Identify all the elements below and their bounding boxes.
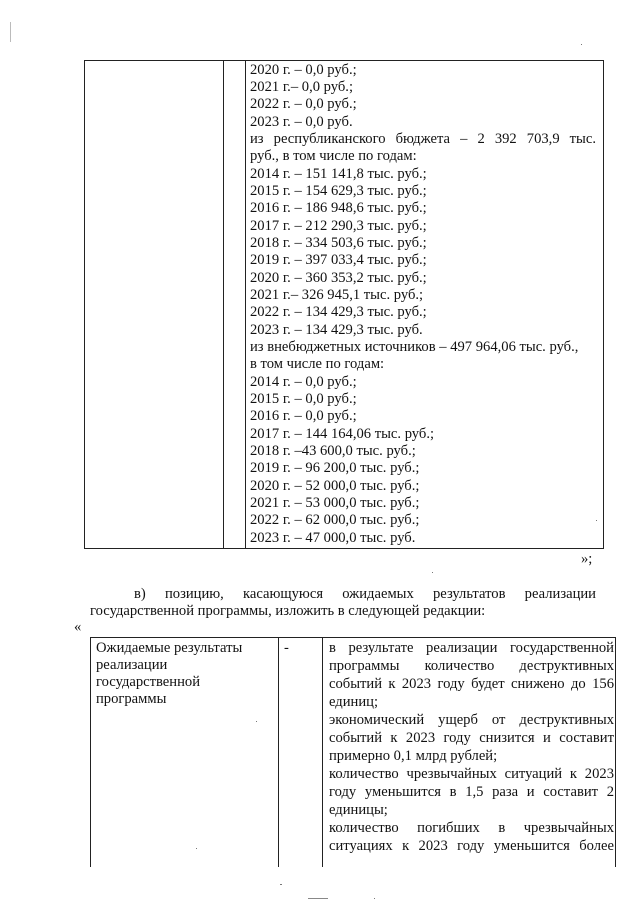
funding-line: 2020 г. – 360 353,2 тыс. руб.; (250, 270, 427, 286)
funding-line: 2018 г. – 334 503,6 тыс. руб.; (250, 235, 427, 251)
results-text-line: событий к 2023 году снизится и составит (329, 730, 614, 746)
funding-line: из республиканского бюджета – 2 392 703,9 тыс. (250, 131, 596, 147)
table1-top-border (84, 60, 604, 61)
results-label-line: программы (96, 691, 167, 707)
funding-line: 2020 г. – 52 000,0 тыс. руб.; (250, 478, 420, 494)
table2-col-divider-2 (322, 637, 323, 867)
closing-quote: »; (581, 551, 593, 567)
scan-speck (196, 848, 197, 849)
funding-line: 2023 г. – 134 429,3 тыс. руб. (250, 322, 423, 338)
funding-line: 2021 г.– 326 945,1 тыс. руб.; (250, 287, 424, 303)
funding-line: 2019 г. – 397 033,4 тыс. руб.; (250, 252, 427, 268)
funding-line: 2022 г. – 62 000,0 тыс. руб.; (250, 512, 420, 528)
results-text-line: ситуациях к 2023 году уменьшится более (329, 838, 614, 854)
paragraph-line-2: государственной программы, изложить в следующей редакции: (90, 603, 486, 619)
table1-col-divider-1 (223, 60, 224, 549)
dash-cell: - (284, 640, 289, 656)
results-label-line: Ожидаемые результаты (96, 640, 243, 656)
funding-line: 2023 г. – 47 000,0 тыс. руб. (250, 530, 416, 546)
funding-line: 2018 г. –43 600,0 тыс. руб.; (250, 443, 416, 459)
funding-line: 2017 г. – 212 290,3 тыс. руб.; (250, 218, 427, 234)
scan-speck (432, 572, 433, 573)
results-text-line: единиц; (329, 694, 379, 710)
funding-line: 2015 г. – 0,0 руб.; (250, 391, 357, 407)
funding-line: руб., в том числе по годам: (250, 148, 417, 164)
paragraph-line-1: в) позицию, касающуюся ожидаемых результатов реализации (134, 586, 596, 602)
table2-col-divider-1 (278, 637, 279, 867)
table1-left-border (84, 60, 85, 549)
funding-line: 2020 г. – 0,0 руб.; (250, 62, 357, 78)
funding-line: 2023 г. – 0,0 руб. (250, 114, 353, 130)
scan-speck (374, 898, 375, 899)
results-text-line: событий к 2023 году будет снижено до 156 (329, 676, 614, 692)
funding-line: 2017 г. – 144 164,06 тыс. руб.; (250, 426, 435, 442)
table1-right-border (603, 60, 604, 549)
table1-bottom-border (84, 548, 604, 549)
results-label-line: реализации (96, 657, 168, 673)
results-text-line: в результате реализации государственной (329, 640, 614, 656)
funding-line: 2015 г. – 154 629,3 тыс. руб.; (250, 183, 427, 199)
opening-quote: « (74, 619, 82, 635)
results-text-line: примерно 0,1 млрд рублей; (329, 748, 498, 764)
scan-smudge (308, 898, 328, 899)
results-text-line: программы количество деструктивных (329, 658, 614, 674)
funding-line: 2021 г.– 0,0 руб.; (250, 79, 353, 95)
funding-line: 2016 г. – 0,0 руб.; (250, 408, 357, 424)
funding-line: в том числе по годам: (250, 356, 385, 372)
results-text-line: количество погибших в чрезвычайных (329, 820, 614, 836)
scan-speck (596, 520, 597, 521)
results-label-line: государственной (96, 674, 201, 690)
funding-line: 2014 г. – 0,0 руб.; (250, 374, 357, 390)
funding-line: 2014 г. – 151 141,8 тыс. руб.; (250, 166, 427, 182)
table2-right-border (615, 637, 616, 867)
scan-speck (10, 22, 11, 42)
table2-top-border (90, 637, 616, 638)
scan-speck (280, 884, 282, 885)
results-text-line: единицы; (329, 802, 388, 818)
funding-line: 2019 г. – 96 200,0 тыс. руб.; (250, 460, 420, 476)
funding-line: 2022 г. – 134 429,3 тыс. руб.; (250, 304, 427, 320)
funding-line: 2022 г. – 0,0 руб.; (250, 96, 357, 112)
results-text-line: году уменьшится в 1,5 раза и составит 2 (329, 784, 614, 800)
funding-line: из внебюджетных источников – 497 964,06 тыс. руб., (250, 339, 579, 355)
funding-line: 2021 г. – 53 000,0 тыс. руб.; (250, 495, 420, 511)
results-text-line: экономический ущерб от деструктивных (329, 712, 614, 728)
funding-line: 2016 г. – 186 948,6 тыс. руб.; (250, 200, 427, 216)
results-text-line: количество чрезвычайных ситуаций к 2023 (329, 766, 614, 782)
table2-left-border (90, 637, 91, 867)
scan-speck (581, 44, 582, 45)
table1-col-divider-2 (245, 60, 246, 549)
scan-speck (256, 721, 257, 722)
